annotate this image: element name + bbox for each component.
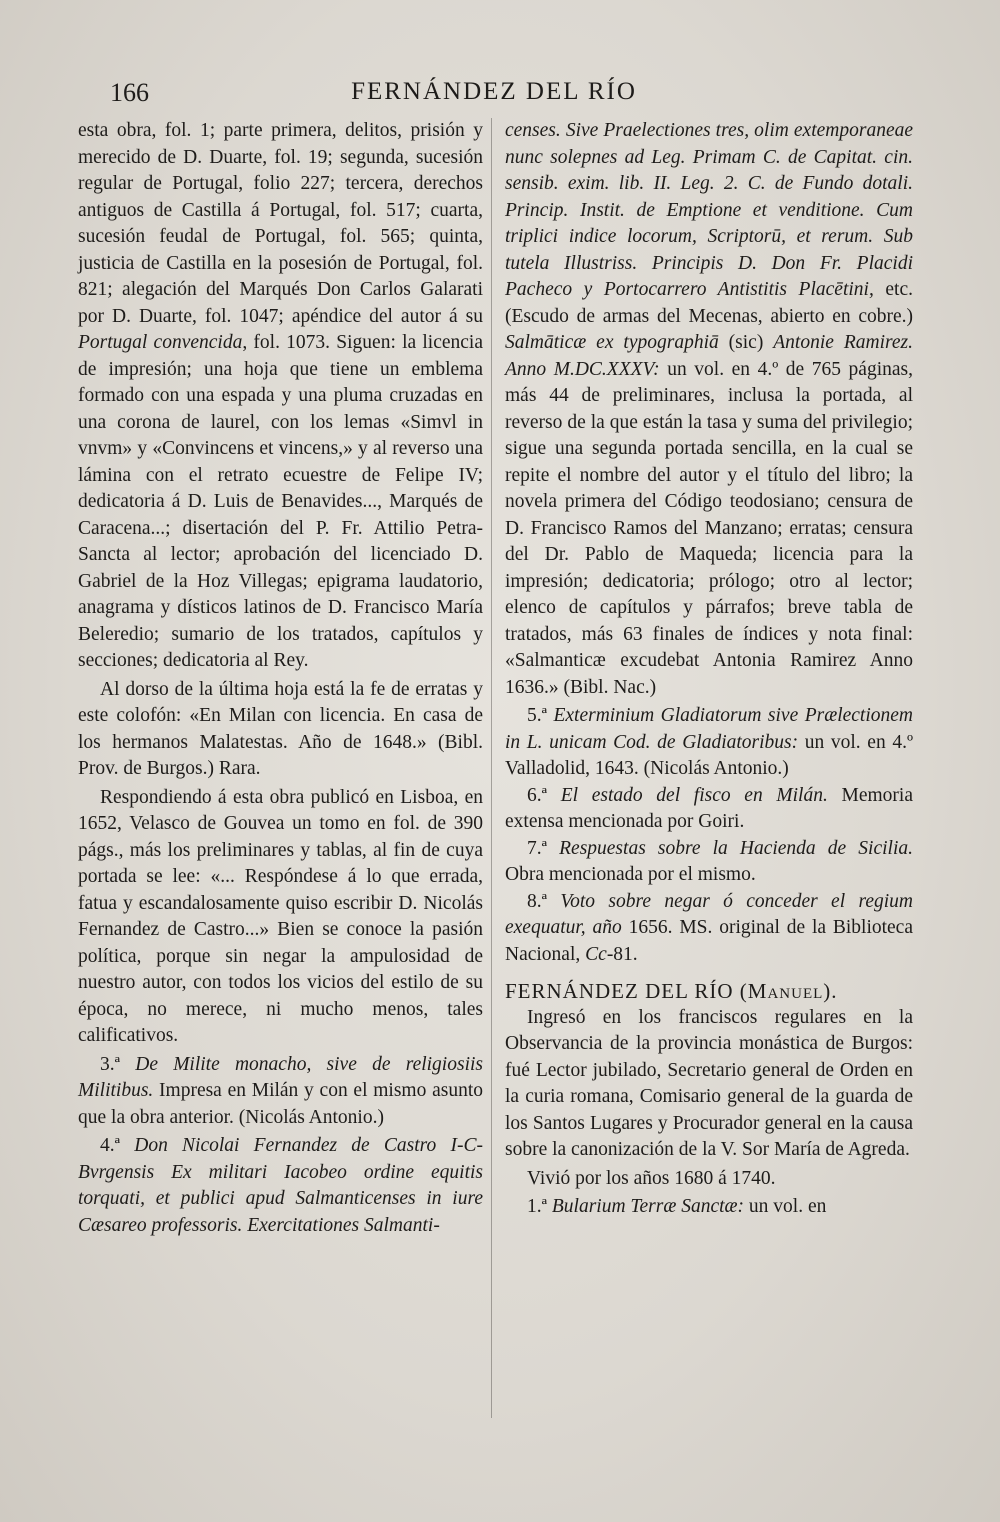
entry-heading: FERNÁNDEZ DEL RÍO (Manuel). [505,979,838,1003]
left-paragraph-2: Al dorso de la última hoja está la fe de erratas y este colofón: «En Milan con licencia. En casa de los hermanos Malatestas. Año de 1648.» (Bibl. Prov. de Burgos.) Rara. [78,678,483,779]
left-column [78,118,483,1239]
entry-paragraph-3: 1.ª Bularium Terræ Sanctæ: un vol. en [527,1196,827,1217]
entry-paragraph-2: Vivió por los años 1680 á 1740. [527,1167,776,1189]
right-paragraph-1: censes. Sive Praelectiones tres, olim extemporaneae nunc solepnes ad Leg. Primam C. de Capitat. cin. sensib. exim. lib. II. Leg. 2. C. de Fundo dotali. Princip. Instit. de Emptione et venditione. Cum triplici indice locorum, Scriptorū, et rerum. Sub tutela Illustriss. Principis D. Don Fr. Placidi Pacheco y Portocarrero Antistitis Placētini, etc. (Escudo de armas del Mecenas, abierto en cobre.) Salmāticæ ex typographiā (sic) Antonie Ramirez. Anno M.DC.XXXV: un vol. en 4.º de 765 páginas, más 44 de preliminares, inclusa la portada, al reverso de la que están la tasa y suma del privilegio; sigue una segunda portada sencilla, en la cual se repite el nombre del autor y el título del libro; la novela primera del Código teodosiano; censura de D. Francisco Ramos del Manzano; erratas; censura del Dr. Pablo de Maqueda; licencia para la impresión; dedicatoria; prólogo; otro al lector; elenco de capítulos y párrafos; breve tabla de tratados, más 63 finales de índices y nota final: «Salmanticæ excudebat Antonia Ramirez Anno 1636.» (Bibl. Nac.) [505,120,913,698]
left-paragraph-3: Respondiendo á esta obra publicó en Lisboa, en 1652, Velasco de Gouvea un tomo en fol. de 390 págs., más los preliminares y tablas, al fin de cuya portada se lee: «... Respóndese á lo que errada, fatua y escandalosamente quiso escribir D. Nicolás Fernandez de Castro...» Bien se conoce la pasión política, porque sin negar la ampulosidad de nuestro autor, con todos los vicios del estilo de su época, no merece, ni mucho menos, tales calificativos. [78,786,483,1046]
column-divider [491,118,492,1418]
running-head: FERNÁNDEZ DEL RÍO [351,78,637,105]
left-paragraph-5: 4.ª Don Nicolai Fernandez de Castro I-C-Bvrgensis Ex militari Iacobeo ordine equitis torquati, et publici apud Salmanticenses in iure Cæsareo professoris. Exercitationes Salmanti- [78,1135,483,1236]
right-paragraph-4: 7.ª Respuestas sobre la Hacienda de Sicilia. Obra mencionada por el mismo. [505,837,913,885]
page-header [80,78,908,118]
left-paragraph-1: esta obra, fol. 1; parte primera, delitos, prisión y merecido de D. Duarte, fol. 19; segunda, sucesión regular de Portugal, folio 227; tercera, derechos antiguos de Castilla á Portugal, fol. 517; cuarta, sucesión feudal de Portugal, fol. 565; quinta, justicia de Castilla en la posesión de Portugal, fol. 821; alegación del Marqués Don Carlos Galarati por D. Duarte, fol. 1047; apéndice del autor á su Portugal convencida, fol. 1073. Siguen: la licencia de impresión; una hoja que tiene un emblema formado con una espada y una pluma cruzadas en una corona de laurel, con los lemas «Simvl in vnvm» y «Convincens et vincens,» y al reverso una lámina con el retrato ecuestre de Felipe IV; dedicatoria á D. Luis de Benavides..., Marqués de Caracena...; disertación del P. Fr. Attilio Petra-Sancta al lector; aprobación del licenciado D. Gabriel de la Hoz Villegas; epigrama laudatorio, anagrama y dísticos latinos de D. Francisco María Beleredio; sumario de los tratados, capítulos y secciones; dedicatoria al Rey. [78,120,483,671]
right-paragraph-3: 6.ª El estado del fisco en Milán. Memoria extensa mencionada por Goiri. [505,784,913,832]
right-paragraph-5: 8.ª Voto sobre negar ó conceder el regium exequatur, año 1656. MS. original de la Biblioteca Nacional, Cc-81. [505,890,913,965]
right-paragraph-2: 5.ª Exterminium Gladiatorum sive Prælectionem in L. unicam Cod. de Gladiatoribus: un vol. en 4.º Valladolid, 1643. (Nicolás Antonio.) [505,705,913,779]
left-paragraph-4: 3.ª De Milite monacho, sive de religiosiis Militibus. Impresa en Milán y con el mismo asunto que la obra anterior. (Nicolás Antonio.) [78,1053,483,1128]
entry-paragraph-1: Ingresó en los franciscos regulares en la Observancia de la provincia monástica de Burgos: fué Lector jubilado, Secretario general de Orden en la curia romana, Comisario general de la guarda de los Santos Lugares y Procurador general en la causa sobre la canonización de la V. Sor María de Agreda. [505,1006,913,1160]
right-column [505,118,913,1221]
page-number: 166 [110,78,149,107]
